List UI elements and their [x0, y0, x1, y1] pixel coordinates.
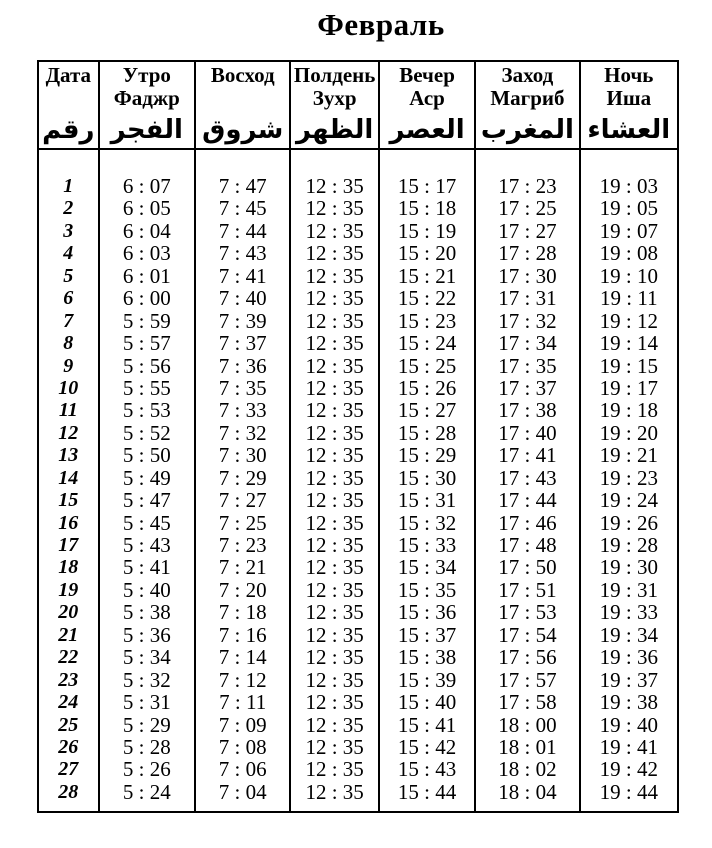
time-cell: 15 : 31 — [397, 488, 457, 513]
time-cell: 7 : 09 — [218, 712, 267, 737]
time-cell: 17 : 41 — [498, 443, 557, 468]
time-cell: 6 : 01 — [122, 263, 171, 288]
date-cell: 12 — [58, 421, 79, 444]
time-cell: 5 : 55 — [122, 375, 171, 400]
column-label-arabic: رقم — [42, 115, 95, 144]
time-cell: 19 : 17 — [599, 375, 658, 400]
time-cell: 18 : 00 — [498, 712, 557, 737]
time-cell: 7 : 45 — [218, 196, 267, 221]
time-cell: 12 : 35 — [305, 667, 364, 692]
column-label-ru: Дата — [45, 63, 92, 87]
time-cell: 5 : 56 — [122, 353, 171, 378]
header-cell-date — [39, 62, 100, 150]
time-cell: 15 : 43 — [397, 757, 457, 782]
time-cell: 7 : 43 — [218, 241, 267, 266]
time-cell: 17 : 54 — [498, 622, 557, 647]
date-cell: 4 — [63, 242, 74, 265]
date-cell: 13 — [58, 444, 79, 467]
column-label-ru: Заход — [501, 63, 554, 87]
time-cell: 17 : 23 — [498, 174, 557, 198]
time-cell: 19 : 30 — [599, 555, 658, 580]
time-cell: 19 : 07 — [599, 218, 658, 243]
time-cell: 19 : 40 — [599, 712, 658, 737]
time-cell: 5 : 29 — [122, 712, 171, 737]
time-cell: 19 : 28 — [599, 533, 658, 557]
time-cell: 17 : 48 — [498, 533, 557, 557]
time-cell: 5 : 43 — [122, 533, 171, 557]
time-cell: 19 : 36 — [599, 645, 658, 670]
time-cell: 12 : 35 — [305, 600, 364, 625]
time-cell: 19 : 44 — [599, 779, 658, 804]
date-cell: 23 — [58, 668, 79, 691]
time-cell: 17 : 27 — [498, 218, 557, 243]
time-cell: 7 : 47 — [218, 174, 267, 198]
header-cell-dhuhr — [291, 62, 379, 150]
time-cell: 18 : 01 — [498, 734, 557, 759]
time-cell: 15 : 40 — [397, 690, 457, 715]
time-cell: 5 : 53 — [122, 398, 171, 423]
time-cell: 17 : 35 — [498, 353, 557, 378]
time-cell: 6 : 00 — [122, 286, 171, 311]
time-cell: 7 : 32 — [218, 420, 267, 445]
column-label-ru2: Магриб — [490, 86, 565, 110]
time-cell: 19 : 23 — [599, 465, 658, 490]
time-cell: 15 : 21 — [397, 263, 457, 288]
time-cell: 12 : 35 — [305, 488, 364, 513]
time-cell: 19 : 14 — [599, 331, 658, 356]
time-cell: 15 : 32 — [397, 510, 457, 535]
time-cell: 6 : 07 — [122, 174, 171, 198]
time-cell: 17 : 37 — [498, 375, 557, 400]
time-cell: 19 : 33 — [599, 600, 658, 625]
time-cell: 15 : 26 — [397, 375, 457, 400]
column-label-ru: Полдень — [293, 63, 376, 87]
page-title: Февраль — [317, 7, 445, 42]
time-cell: 19 : 42 — [599, 757, 658, 782]
column-label-ru: Вечер — [399, 63, 455, 87]
time-cell: 12 : 35 — [305, 286, 364, 311]
header-cell-isha — [581, 62, 677, 150]
time-cell: 7 : 14 — [218, 645, 267, 670]
time-cell: 19 : 37 — [599, 667, 658, 692]
time-cell: 15 : 23 — [397, 308, 457, 333]
time-cell: 12 : 35 — [305, 196, 364, 221]
header-cell-fajr — [100, 62, 196, 150]
time-cell: 12 : 35 — [305, 241, 364, 266]
time-cell: 12 : 35 — [305, 533, 364, 557]
time-cell: 6 : 04 — [122, 218, 171, 243]
time-cell: 7 : 33 — [218, 398, 267, 423]
time-cell: 5 : 26 — [122, 757, 171, 782]
time-cell: 12 : 35 — [305, 555, 364, 580]
time-cell: 17 : 58 — [498, 690, 557, 715]
date-cell: 15 — [58, 489, 79, 512]
time-cell: 5 : 52 — [122, 420, 171, 445]
time-cell: 19 : 24 — [599, 488, 658, 513]
time-cell: 5 : 41 — [122, 555, 171, 580]
date-cell: 10 — [58, 376, 79, 399]
time-cell: 7 : 06 — [218, 757, 267, 782]
time-cell: 15 : 22 — [397, 286, 457, 311]
time-cell: 17 : 50 — [498, 555, 557, 580]
column-fajr-values — [100, 150, 196, 811]
column-asr-values — [380, 150, 476, 811]
time-cell: 19 : 18 — [599, 398, 658, 423]
time-cell: 5 : 36 — [122, 622, 171, 647]
time-cell: 15 : 33 — [397, 533, 457, 557]
time-cell: 19 : 38 — [599, 690, 658, 715]
column-label-arabic: المغرب — [480, 115, 574, 144]
time-cell: 15 : 27 — [397, 398, 457, 423]
time-cell: 15 : 36 — [397, 600, 457, 625]
time-cell: 12 : 35 — [305, 375, 364, 400]
time-cell: 12 : 35 — [305, 353, 364, 378]
time-cell: 7 : 20 — [218, 577, 267, 602]
column-label-arabic: العشاء — [587, 115, 671, 144]
date-cell: 19 — [58, 578, 79, 601]
time-cell: 17 : 28 — [498, 241, 557, 266]
time-cell: 7 : 27 — [218, 488, 267, 513]
time-cell: 7 : 29 — [218, 465, 267, 490]
date-cell: 26 — [58, 735, 79, 758]
column-label-ru2: Фаджр — [113, 86, 180, 110]
time-cell: 7 : 08 — [218, 734, 267, 759]
column-label-ru2: Зухр — [312, 86, 357, 110]
time-cell: 7 : 23 — [218, 533, 267, 557]
time-cell: 12 : 35 — [305, 263, 364, 288]
time-cell: 17 : 57 — [498, 667, 557, 692]
time-cell: 19 : 31 — [599, 577, 658, 602]
column-label-arabic: الظهر — [295, 115, 374, 144]
time-cell: 17 : 43 — [498, 465, 557, 490]
column-sunrise-values — [196, 150, 291, 811]
time-cell: 12 : 35 — [305, 734, 364, 759]
time-cell: 19 : 08 — [599, 241, 658, 266]
date-cell: 1 — [63, 175, 74, 197]
date-cell: 5 — [63, 264, 74, 287]
time-cell: 15 : 34 — [397, 555, 457, 580]
time-cell: 19 : 21 — [599, 443, 658, 468]
date-cell: 14 — [58, 466, 79, 489]
date-cell: 20 — [58, 601, 79, 624]
date-cell: 28 — [58, 780, 79, 803]
header-cell-sunrise — [196, 62, 291, 150]
date-cell: 17 — [58, 534, 79, 556]
time-cell: 17 : 44 — [498, 488, 557, 513]
time-cell: 5 : 45 — [122, 510, 171, 535]
time-cell: 15 : 38 — [397, 645, 457, 670]
date-cell: 9 — [63, 354, 74, 377]
time-cell: 7 : 11 — [219, 690, 267, 715]
time-cell: 19 : 26 — [599, 510, 658, 535]
time-cell: 7 : 18 — [218, 600, 267, 625]
date-cell: 7 — [63, 309, 74, 332]
time-cell: 12 : 35 — [305, 398, 364, 423]
time-cell: 15 : 41 — [397, 712, 457, 737]
time-cell: 7 : 39 — [218, 308, 267, 333]
time-cell: 19 : 03 — [599, 174, 658, 198]
time-cell: 17 : 46 — [498, 510, 557, 535]
date-cell: 24 — [58, 691, 79, 714]
time-cell: 12 : 35 — [305, 174, 364, 198]
time-cell: 12 : 35 — [305, 218, 364, 243]
column-dhuhr-values — [291, 150, 379, 811]
time-cell: 15 : 42 — [397, 734, 457, 759]
time-cell: 15 : 35 — [397, 577, 457, 602]
time-cell: 5 : 40 — [122, 577, 171, 602]
time-cell: 17 : 51 — [498, 577, 557, 602]
time-cell: 18 : 04 — [498, 779, 557, 804]
time-cell: 17 : 32 — [498, 308, 557, 333]
time-cell: 15 : 29 — [397, 443, 457, 468]
time-cell: 17 : 40 — [498, 420, 557, 445]
time-cell: 7 : 44 — [218, 218, 267, 243]
time-cell: 15 : 24 — [397, 331, 457, 356]
time-cell: 5 : 49 — [122, 465, 171, 490]
date-cell: 8 — [63, 332, 74, 355]
time-cell: 12 : 35 — [305, 308, 364, 333]
column-maghrib-values — [476, 150, 580, 811]
column-date-values — [39, 150, 100, 811]
time-cell: 12 : 35 — [305, 779, 364, 804]
time-cell: 15 : 39 — [397, 667, 457, 692]
time-cell: 19 : 34 — [599, 622, 658, 647]
time-cell: 12 : 35 — [305, 622, 364, 647]
time-cell: 19 : 11 — [600, 286, 658, 311]
time-cell: 15 : 44 — [397, 779, 457, 804]
time-cell: 19 : 41 — [599, 734, 658, 759]
date-cell: 2 — [63, 197, 74, 220]
header-cell-maghrib — [476, 62, 580, 150]
date-cell: 21 — [58, 623, 79, 646]
header-cell-asr — [380, 62, 476, 150]
time-cell: 5 : 38 — [122, 600, 171, 625]
column-label-ru: Утро — [122, 63, 171, 87]
column-label-arabic: الفجر — [110, 115, 183, 144]
time-cell: 15 : 17 — [397, 174, 457, 198]
date-cell: 3 — [63, 219, 74, 242]
time-cell: 5 : 24 — [122, 779, 171, 804]
date-cell: 16 — [58, 511, 79, 534]
date-cell: 27 — [58, 758, 79, 781]
date-cell: 6 — [63, 287, 74, 310]
time-cell: 7 : 16 — [218, 622, 267, 647]
time-cell: 15 : 25 — [397, 353, 457, 378]
column-label-ru: Ночь — [604, 63, 654, 87]
time-cell: 17 : 38 — [498, 398, 557, 423]
time-cell: 17 : 30 — [498, 263, 557, 288]
time-cell: 15 : 19 — [397, 218, 457, 243]
time-cell: 15 : 18 — [397, 196, 457, 221]
time-cell: 17 : 31 — [498, 286, 557, 311]
time-cell: 7 : 04 — [218, 779, 267, 804]
column-isha-values — [581, 150, 677, 811]
time-cell: 7 : 25 — [218, 510, 267, 535]
time-cell: 5 : 57 — [122, 331, 171, 356]
time-cell: 6 : 05 — [122, 196, 171, 221]
time-cell: 7 : 40 — [218, 286, 267, 311]
time-cell: 17 : 56 — [498, 645, 557, 670]
time-cell: 19 : 12 — [599, 308, 658, 333]
time-cell: 19 : 20 — [599, 420, 658, 445]
time-cell: 7 : 21 — [218, 555, 267, 580]
time-cell: 18 : 02 — [498, 757, 557, 782]
prayer-times-table — [37, 60, 679, 813]
time-cell: 15 : 20 — [397, 241, 457, 266]
time-cell: 7 : 12 — [218, 667, 267, 692]
column-label-ru: Восход — [210, 63, 275, 87]
time-cell: 12 : 35 — [305, 645, 364, 670]
time-cell: 12 : 35 — [305, 577, 364, 602]
column-label-ru2: Иша — [606, 86, 652, 110]
time-cell: 5 : 59 — [122, 308, 171, 333]
time-cell: 12 : 35 — [305, 331, 364, 356]
time-cell: 7 : 37 — [218, 331, 267, 356]
column-label-ru2: Аср — [409, 86, 445, 110]
time-cell: 19 : 10 — [599, 263, 658, 288]
time-cell: 12 : 35 — [305, 510, 364, 535]
time-cell: 12 : 35 — [305, 443, 364, 468]
time-cell: 7 : 35 — [218, 375, 267, 400]
time-cell: 5 : 28 — [122, 734, 171, 759]
time-cell: 19 : 05 — [599, 196, 658, 221]
time-cell: 5 : 50 — [122, 443, 171, 468]
time-cell: 17 : 25 — [498, 196, 557, 221]
column-label-arabic: شروق — [202, 115, 284, 144]
time-cell: 7 : 36 — [218, 353, 267, 378]
time-cell: 5 : 31 — [122, 690, 171, 715]
time-cell: 12 : 35 — [305, 420, 364, 445]
time-cell: 15 : 28 — [397, 420, 457, 445]
time-cell: 15 : 30 — [397, 465, 457, 490]
column-label-arabic: العصر — [389, 115, 465, 144]
time-cell: 5 : 47 — [122, 488, 171, 513]
time-cell: 5 : 32 — [122, 667, 171, 692]
time-cell: 12 : 35 — [305, 690, 364, 715]
time-cell: 5 : 34 — [122, 645, 171, 670]
time-cell: 12 : 35 — [305, 465, 364, 490]
time-cell: 12 : 35 — [305, 757, 364, 782]
time-cell: 19 : 15 — [599, 353, 658, 378]
time-cell: 15 : 37 — [397, 622, 457, 647]
time-cell: 7 : 41 — [218, 263, 267, 288]
time-cell: 12 : 35 — [305, 712, 364, 737]
time-cell: 17 : 53 — [498, 600, 557, 625]
date-cell: 25 — [58, 713, 79, 736]
date-cell: 18 — [58, 556, 79, 579]
time-cell: 17 : 34 — [498, 331, 557, 356]
date-cell: 11 — [58, 399, 78, 422]
time-cell: 6 : 03 — [122, 241, 171, 266]
date-cell: 22 — [58, 646, 79, 669]
time-cell: 7 : 30 — [218, 443, 267, 468]
